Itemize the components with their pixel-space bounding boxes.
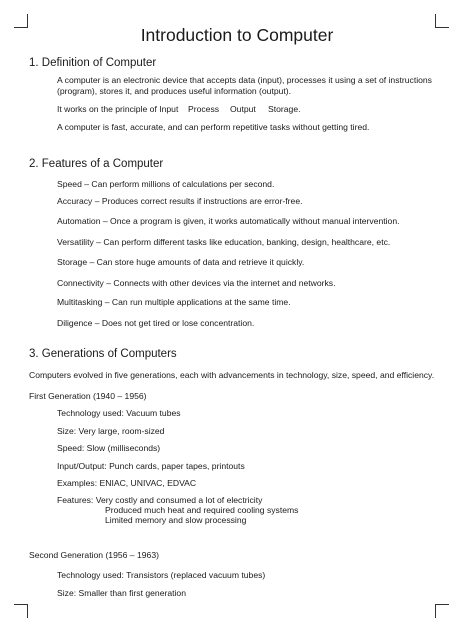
- definition-paragraph-line2: (program), stores it, and produces useful information (output).: [57, 86, 292, 96]
- crop-mark-bottom-right: [435, 604, 449, 618]
- feature-item-speed: Speed – Can perform millions of calculations per second.: [57, 179, 275, 189]
- feature-item-connectivity: Connectivity – Connects with other devices via the internet and networks.: [57, 278, 336, 288]
- first-gen-features-line1: Features: Very costly and consumed a lot of electricity: [57, 495, 263, 505]
- definition-paragraph-3: A computer is fast, accurate, and can perform repetitive tasks without getting tired.: [57, 122, 370, 132]
- principle-prefix: It works on the principle of Input: [57, 104, 179, 114]
- feature-item-versatility: Versatility – Can perform different tasks like education, banking, design, healthcare, etc.: [57, 237, 391, 247]
- crop-mark-bottom-left: [14, 604, 28, 618]
- first-gen-size: Size: Very large, room-sized: [57, 426, 165, 436]
- section-heading-generations: 3. Generations of Computers: [29, 348, 177, 360]
- second-gen-technology: Technology used: Transistors (replaced vacuum tubes): [57, 570, 266, 580]
- principle-output: Output: [230, 104, 256, 114]
- section-heading-definition: 1. Definition of Computer: [29, 57, 157, 69]
- first-gen-io: Input/Output: Punch cards, paper tapes, printouts: [57, 461, 245, 471]
- page-title: Introduction to Computer: [140, 25, 334, 45]
- feature-item-storage: Storage – Can store huge amounts of data and retrieve it quickly.: [57, 257, 305, 267]
- feature-item-automation: Automation – Once a program is given, it works automatically without manual intervention.: [57, 216, 400, 226]
- first-gen-features-line3: Limited memory and slow processing: [105, 515, 247, 525]
- second-gen-size: Size: Smaller than first generation: [57, 588, 186, 598]
- feature-item-accuracy: Accuracy – Produces correct results if instructions are error-free.: [57, 196, 303, 206]
- first-gen-speed: Speed: Slow (milliseconds): [57, 443, 161, 453]
- principle-storage: Storage.: [268, 104, 301, 114]
- section-heading-features: 2. Features of a Computer: [29, 158, 164, 170]
- first-gen-technology: Technology used: Vacuum tubes: [57, 408, 181, 418]
- principle-process: Process: [188, 104, 220, 114]
- first-generation-label: First Generation (1940 – 1956): [29, 391, 147, 401]
- feature-item-diligence: Diligence – Does not get tired or lose concentration.: [57, 318, 255, 328]
- definition-paragraph-line1: A computer is an electronic device that accepts data (input), processes it using a set of instructions: [57, 75, 432, 85]
- generations-intro: Computers evolved in five generations, each with advancements in technology, size, speed, and efficiency.: [29, 370, 435, 380]
- feature-item-multitasking: Multitasking – Can run multiple applications at the same time.: [57, 297, 291, 307]
- second-generation-label: Second Generation (1956 – 1963): [29, 550, 159, 560]
- first-gen-features-line2: Produced much heat and required cooling systems: [105, 505, 299, 515]
- first-gen-examples: Examples: ENIAC, UNIVAC, EDVAC: [57, 478, 197, 488]
